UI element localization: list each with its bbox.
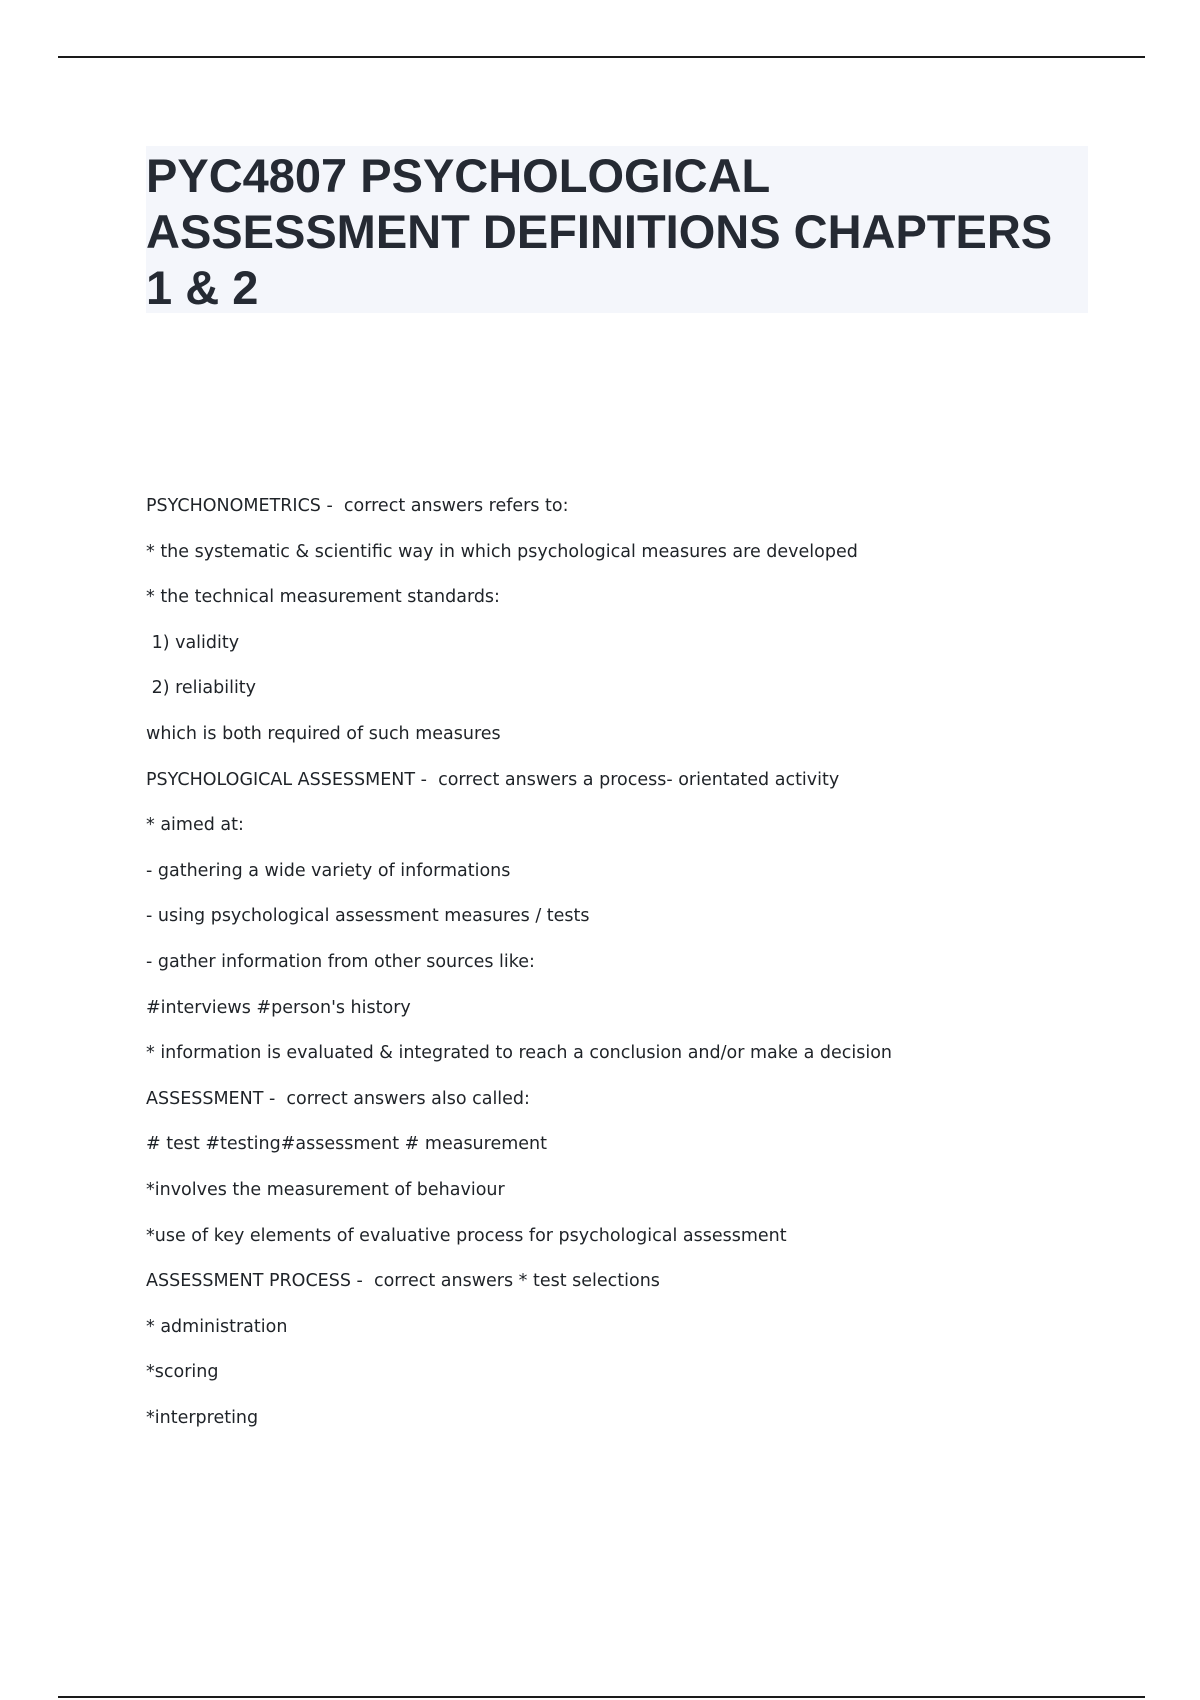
body-line: * administration: [146, 1316, 288, 1337]
body-line: *involves the measurement of behaviour: [146, 1179, 505, 1200]
top-rule: [58, 56, 1145, 58]
body-line: which is both required of such measures: [146, 723, 501, 744]
body-line: ASSESSMENT - correct answers also called:: [146, 1088, 530, 1109]
body-line: *interpreting: [146, 1407, 259, 1428]
body-line: - gather information from other sources like:: [146, 951, 535, 972]
bottom-rule: [58, 1696, 1145, 1698]
body-line: # test #testing#assessment # measurement: [146, 1134, 547, 1155]
body-line: * the technical measurement standards:: [146, 587, 500, 608]
title-block: [146, 146, 1088, 313]
body-line: * information is evaluated & integrated to reach a conclusion and/or make a decision: [146, 1043, 893, 1064]
body-line: * the systematic & scientific way in which psychological measures are developed: [146, 541, 858, 562]
body-line: *scoring: [146, 1362, 219, 1383]
body-line: *use of key elements of evaluative process for psychological assessment: [146, 1225, 787, 1246]
body-line: ASSESSMENT PROCESS - correct answers * test selections: [146, 1271, 660, 1292]
body-line: PSYCHONOMETRICS - correct answers refers to:: [146, 496, 569, 516]
body-line: 2) reliability: [146, 678, 257, 699]
body-line: #interviews #person's history: [146, 997, 411, 1018]
body-line: - using psychological assessment measures / tests: [146, 906, 590, 927]
body-line: * aimed at:: [146, 815, 244, 836]
body-line: 1) validity: [146, 632, 240, 653]
document-title: PYC4807 PSYCHOLOGICAL ASSESSMENT DEFINITIONS CHAPTERS 1 & 2: [146, 149, 1053, 314]
body-line: - gathering a wide variety of informations: [146, 860, 511, 881]
body-line: PSYCHOLOGICAL ASSESSMENT - correct answers a process- orientated activity: [146, 769, 840, 790]
document-body: [146, 492, 1106, 1449]
